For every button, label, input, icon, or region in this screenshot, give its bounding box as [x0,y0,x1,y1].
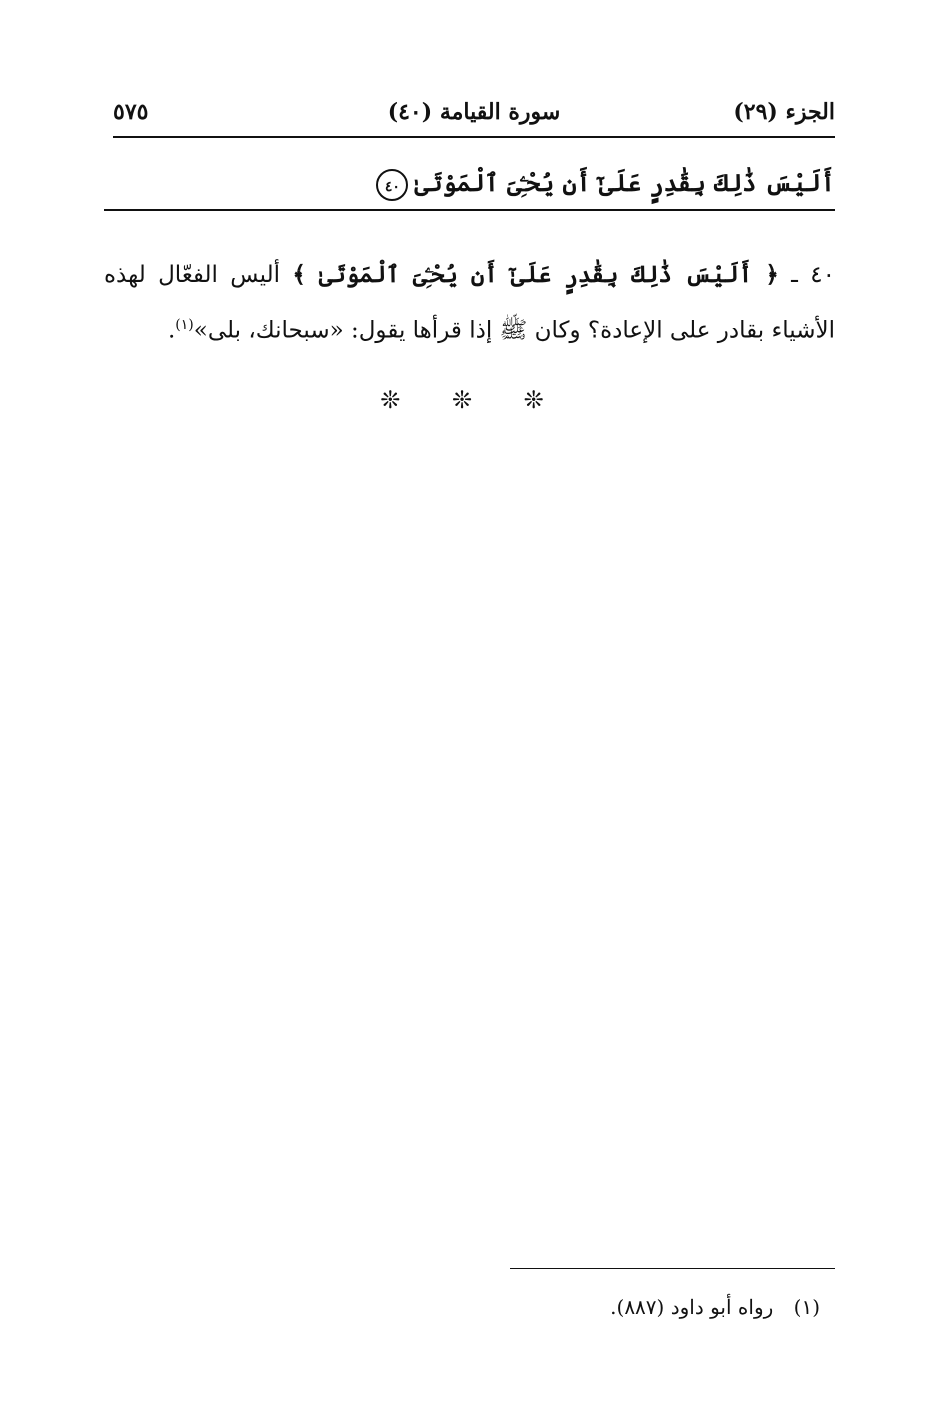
commentary-paragraph [104,250,835,356]
footnote-reference[interactable]: (١) [175,317,194,333]
footnote [450,1290,820,1324]
footnote-text: رواه أبو داود (٨٨٧). [610,1295,774,1319]
verse-divider [104,209,835,211]
quran-verse [113,160,835,206]
verse-text: أَلَيْسَ ذَٰلِكَ بِقَٰدِرٍ عَلَىٰٓ أَن يُحْـِۧىَ ٱلْمَوْتَىٰ [414,168,835,197]
juz-label: الجزء (٢٩) [733,99,835,125]
footnote-number: (١) [793,1295,820,1319]
section-separator: ❊ ❊ ❊ [380,386,566,414]
commentary-end: . [167,317,176,344]
ayah-number-marker: ٤٠ [376,169,408,201]
commentary-text: أليس الفعّال لهذه الأشياء بقادر على الإعادة؟ وكان ﷺ إذا قرأها يقول: «سبحانك، بلى» [104,262,835,344]
page-header [113,92,835,132]
footnote-divider [510,1268,835,1269]
page-number: ٥٧٥ [113,99,149,125]
header-divider [113,136,835,138]
surah-title: سورة القيامة (٤٠) [387,99,561,125]
commentary-number: ٤٠ ـ [791,262,835,288]
commentary-quote: ﴿ أَلَيْسَ ذَٰلِكَ بِقَٰدِرٍ عَلَىٰٓ أَن يُحْـِۧىَ ٱلْمَوْتَىٰ ﴾ [292,261,779,288]
